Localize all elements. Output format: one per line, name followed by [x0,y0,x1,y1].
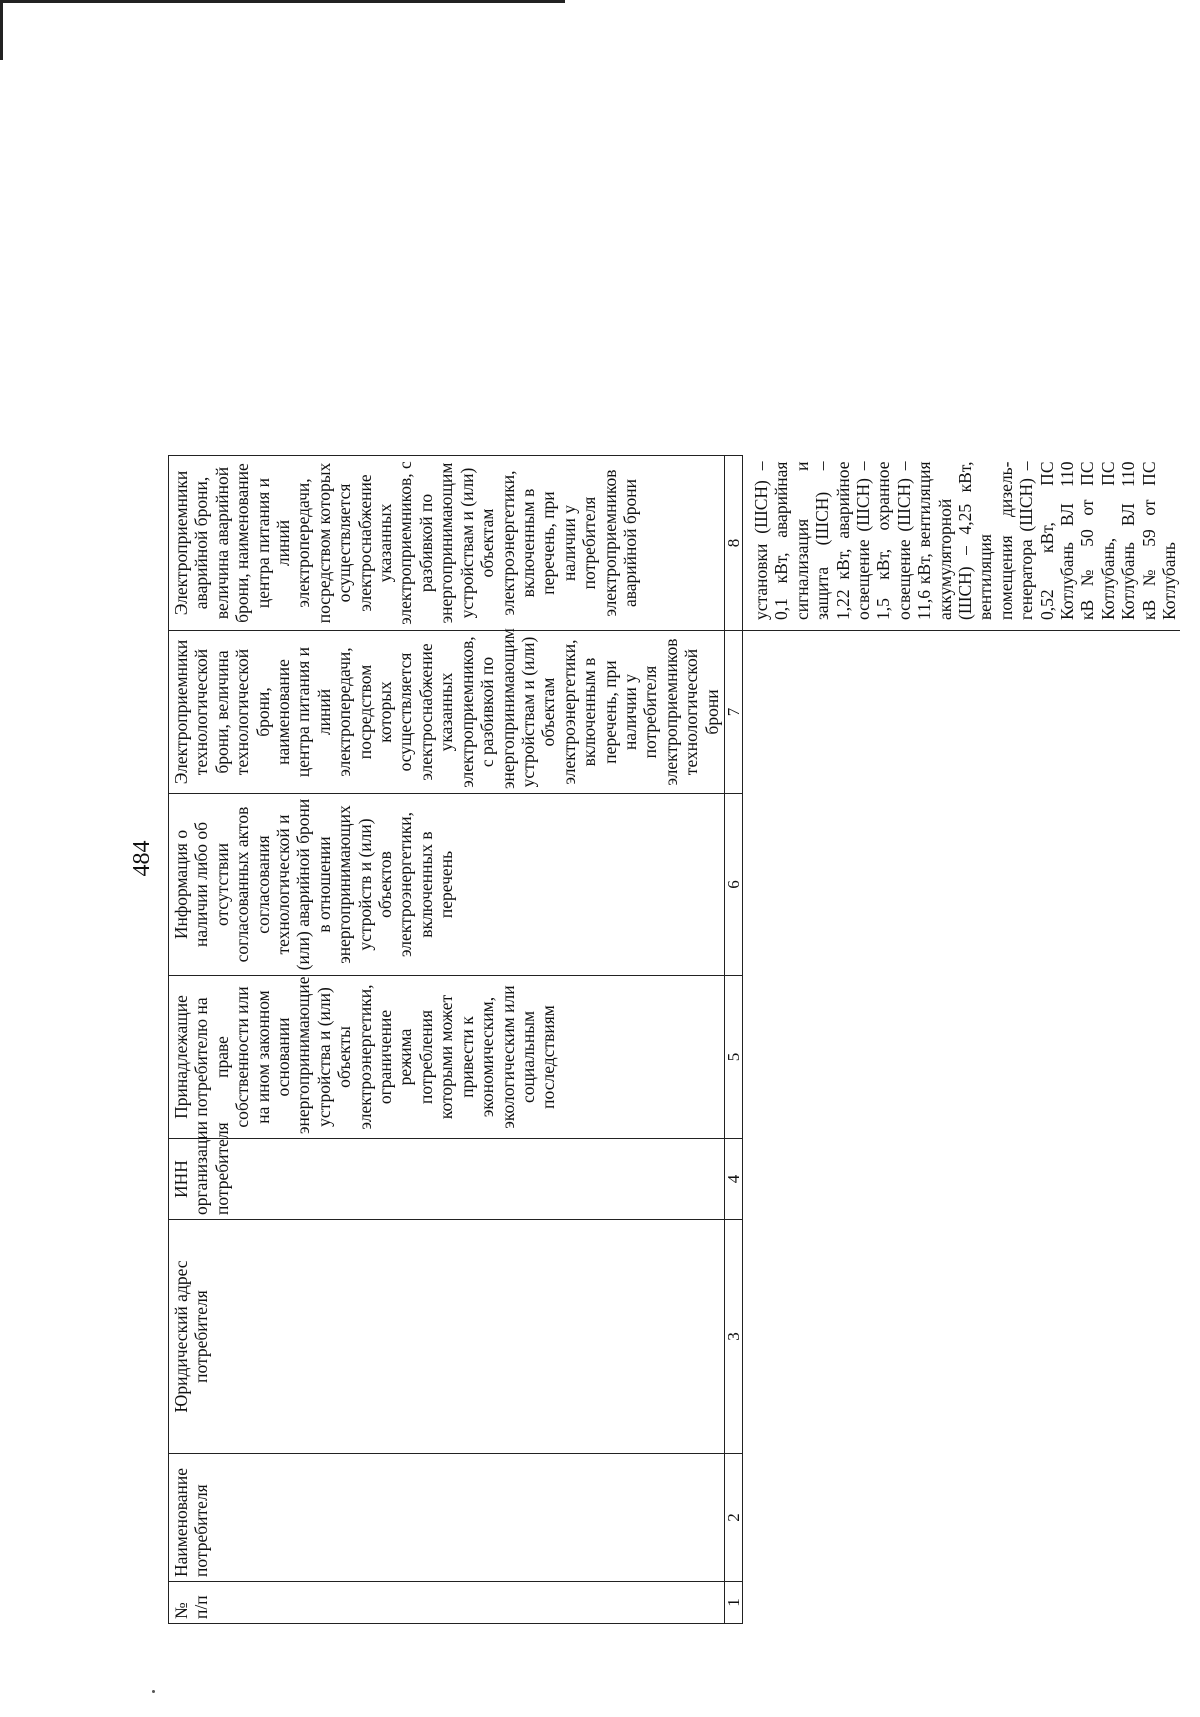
blank-cell [742,1139,1179,1220]
col-number: 7 [724,631,742,794]
page-number: 484 [129,840,155,877]
col-number: 5 [724,976,742,1139]
blank-cell [742,794,1179,976]
empty-area [169,61,725,456]
blank-cell [742,1454,1179,1582]
col-number: 3 [724,1220,742,1454]
col-number: 6 [724,794,742,976]
col-header-reservation-acts: Информация о наличии либо об отсутствии согласованных актов согласования технологической и (или) аварийной брони в отношении энергопринимающих устройств и (или) объектов электроэнергетики, включенных в перечень [169,794,725,976]
table-header-row [169,61,725,1624]
col-header-emergency-reserve: Электроприемники аварийной брони, величина аварийной брони, наименование центра питания и линий электропередачи, посредством которых осуществляется электроснабжение указанных электроприемников, с разбивкой по энергопринимающим устройствам и (или) объектам электроэнергетики, включенным в перечень, при наличии у потребителя электроприемников аварийной брони [169,456,725,631]
blank-cell [742,61,1179,456]
continuation-row [742,61,1179,1624]
blank-cell [742,976,1179,1139]
col-number: 8 [724,456,742,631]
col-header-devices: Принадлежащие потребителю на праве собственности или на ином законном основании энергопринимающие устройства и (или) объекты электроэнергетики, ограничение режима потребления которыми может привести к экономическим, экологическим или социальным последствиям [169,976,725,1139]
col-header-technological-reserve: Электроприемники технологической брони, величина технологической брони, наименование центра питания и линий электропередачи, посредством которых осуществляется электроснабжение указанных электроприемников, с разбивкой по энергопринимающим устройствам и (или) объектам электроэнергетики, включенным в перечень, при наличии у потребителя электроприемников технологической брони [169,631,725,794]
col-header-number: № п/п [169,1582,725,1624]
col-number: 4 [724,1139,742,1220]
emergency-reserve-continuation: установки (ШСН) – 0,1 кВт, аварийная сигнализация и защита (ШСН) – 1,22 кВт, аварийное освещение (ШСН) – 1,5 кВт, охранное освещение (ШСН) – 11,6 кВт, вентиляция аккумуляторной (ШСН) – 4,25 кВт, вентиляция помещения дизель-генератора (ШСН) – 0,52 кВт, ПС Котлубань ВЛ 110 кВ № 50 от ПС Котлубань, ПС Котлубань ВЛ 110 кВ № 59 от ПС Котлубань [742,456,1179,631]
column-numbers-row [724,61,742,1624]
blank-cell [742,1220,1179,1454]
col-header-legal-address: Юридический адрес потребителя [169,1220,725,1454]
empty-area [724,61,742,456]
consumers-table [168,60,1180,1624]
blank-cell [742,1582,1179,1624]
blank-cell [742,631,1179,794]
col-header-consumer-name: Наименование потребителя [169,1454,725,1582]
col-header-inn: ИНН организации потребителя [169,1139,725,1220]
col-number: 2 [724,1454,742,1582]
col-number: 1 [724,1582,742,1624]
